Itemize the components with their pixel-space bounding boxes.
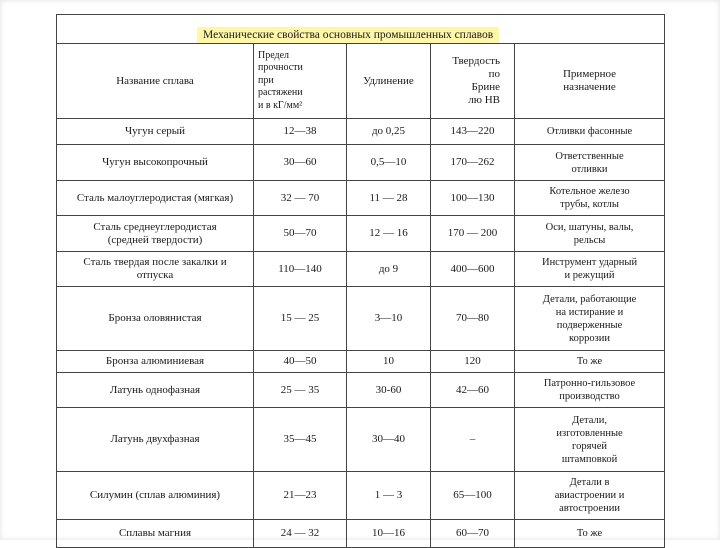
alloy-name: Бронза алюминиевая — [57, 351, 254, 373]
table-row — [57, 472, 665, 520]
elongation: до 0,25 — [347, 119, 431, 145]
tensile-strength: 30—60 — [254, 145, 347, 181]
alloy-name: Сталь твердая после закалки и отпуска — [57, 252, 254, 287]
header-brinell-hardness: Твердость по Брине лю НВ — [431, 44, 515, 119]
brinell-hardness: 170—262 — [431, 145, 515, 181]
elongation: 11 — 28 — [347, 181, 431, 216]
table-row — [57, 119, 665, 145]
table-row — [57, 351, 665, 373]
header-tensile-strength: Предел прочности при растяжени и в кГ/мм² — [254, 44, 347, 119]
alloy-name: Сталь малоуглеродистая (мягкая) — [57, 181, 254, 216]
tensile-strength: 50—70 — [254, 216, 347, 252]
alloy-properties-table — [56, 14, 665, 548]
tensile-strength: 25 — 35 — [254, 373, 347, 408]
table-row — [57, 520, 665, 548]
alloy-name: Латунь однофазная — [57, 373, 254, 408]
tensile-strength: 35—45 — [254, 408, 347, 472]
table-row — [57, 287, 665, 351]
alloy-name: Сталь среднеуглеродистая (средней твердости) — [57, 216, 254, 252]
brinell-hardness: 400—600 — [431, 252, 515, 287]
tensile-strength: 40—50 — [254, 351, 347, 373]
alloy-name: Чугун серый — [57, 119, 254, 145]
alloy-name: Латунь двухфазная — [57, 408, 254, 472]
purpose: Ответственные отливки — [515, 145, 665, 181]
tensile-strength: 15 — 25 — [254, 287, 347, 351]
table-title-cell — [57, 15, 665, 44]
table-row — [57, 252, 665, 287]
elongation: 1 — 3 — [347, 472, 431, 520]
purpose: Детали, изготовленные горячей штамповкой — [515, 408, 665, 472]
purpose: Детали в авиастроении и автостроении — [515, 472, 665, 520]
elongation: 10 — [347, 351, 431, 373]
purpose: Патронно-гильзовое производство — [515, 373, 665, 408]
brinell-hardness: 143—220 — [431, 119, 515, 145]
elongation: 30—40 — [347, 408, 431, 472]
table-row — [57, 216, 665, 252]
tensile-strength: 110—140 — [254, 252, 347, 287]
brinell-hardness: 70—80 — [431, 287, 515, 351]
purpose: То же — [515, 520, 665, 548]
brinell-hardness: 120 — [431, 351, 515, 373]
header-alloy-name: Название сплава — [57, 44, 254, 119]
purpose: Оси, шатуны, валы, рельсы — [515, 216, 665, 252]
table-row — [57, 373, 665, 408]
purpose: Отливки фасонные — [515, 119, 665, 145]
header-elongation: Удлинение — [347, 44, 431, 119]
table-title: Механические свойства основных промышленных сплавов — [197, 27, 499, 43]
tensile-strength: 21—23 — [254, 472, 347, 520]
table-header-row — [57, 44, 665, 119]
brinell-hardness: 170 — 200 — [431, 216, 515, 252]
header-purpose: Примерное назначение — [515, 44, 665, 119]
elongation: 3—10 — [347, 287, 431, 351]
elongation: 0,5—10 — [347, 145, 431, 181]
tensile-strength: 24 — 32 — [254, 520, 347, 548]
tensile-strength: 32 — 70 — [254, 181, 347, 216]
brinell-hardness: – — [431, 408, 515, 472]
brinell-hardness: 60—70 — [431, 520, 515, 548]
table-title-row — [57, 15, 665, 44]
purpose: То же — [515, 351, 665, 373]
tensile-strength: 12—38 — [254, 119, 347, 145]
purpose: Инструмент ударный и режущий — [515, 252, 665, 287]
purpose: Котельное железо трубы, котлы — [515, 181, 665, 216]
purpose: Детали, работающие на истирание и подверженные коррозии — [515, 287, 665, 351]
elongation: 30-60 — [347, 373, 431, 408]
brinell-hardness: 65—100 — [431, 472, 515, 520]
table-row — [57, 408, 665, 472]
elongation: 10—16 — [347, 520, 431, 548]
alloy-name: Силумин (сплав алюминия) — [57, 472, 254, 520]
table-row — [57, 145, 665, 181]
elongation: до 9 — [347, 252, 431, 287]
alloy-name: Бронза оловянистая — [57, 287, 254, 351]
table-row — [57, 181, 665, 216]
brinell-hardness: 42—60 — [431, 373, 515, 408]
alloy-name: Сплавы магния — [57, 520, 254, 548]
brinell-hardness: 100—130 — [431, 181, 515, 216]
elongation: 12 — 16 — [347, 216, 431, 252]
alloy-name: Чугун высокопрочный — [57, 145, 254, 181]
